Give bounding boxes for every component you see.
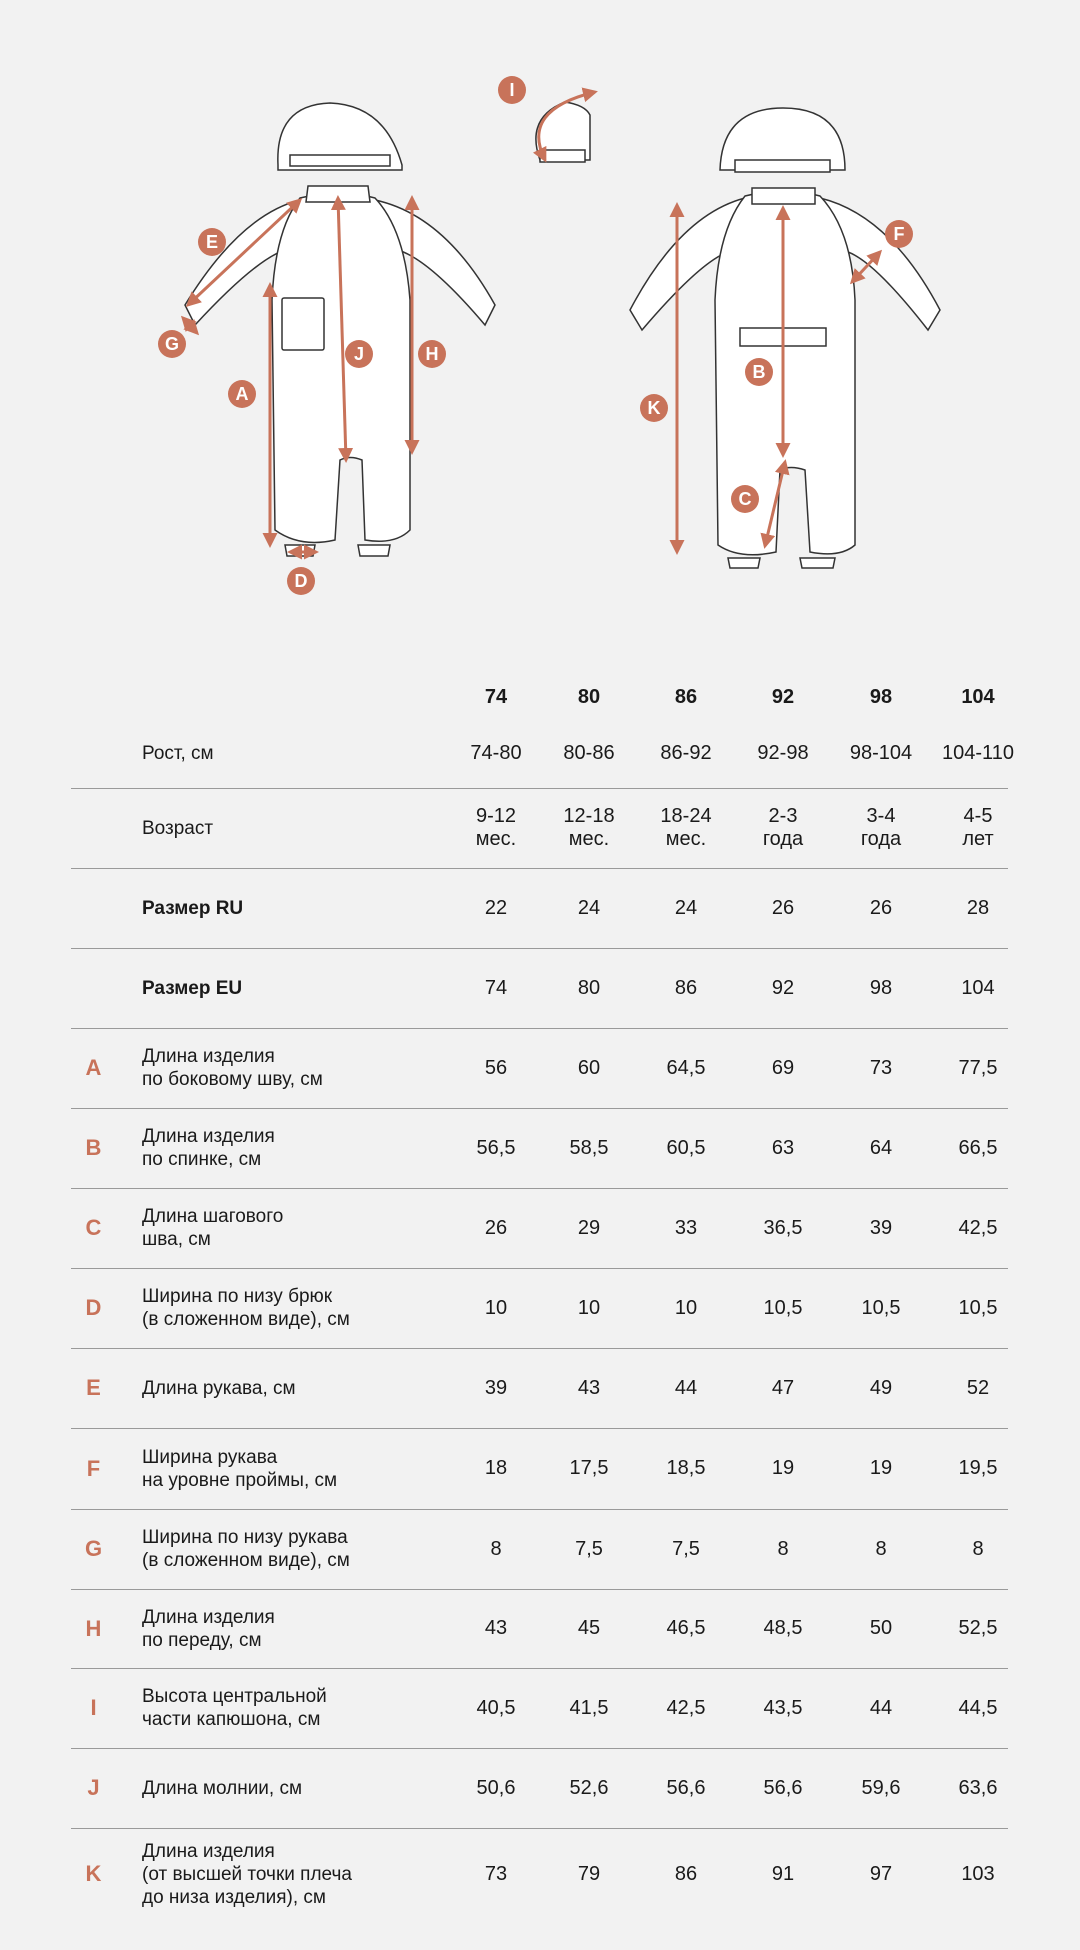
diagram-marker-D: D [287, 567, 315, 595]
table-cell: 52 [966, 1376, 990, 1399]
row-label: Длина изделия по боковому шву, см [142, 1046, 323, 1090]
size-column-header: 92 [771, 685, 795, 708]
table-cell: 80-86 [563, 741, 615, 764]
table-cell: 74 [484, 976, 508, 999]
table-cell: 18,5 [666, 1457, 706, 1479]
table-cell: 91 [771, 1862, 795, 1885]
table-cell: 46,5 [666, 1617, 706, 1639]
front-view-suit [185, 103, 495, 556]
table-cell: 73 [484, 1862, 508, 1885]
table-cell: 17,5 [569, 1457, 609, 1479]
table-cell: 10,5 [861, 1296, 901, 1319]
measurement-letter: A [85, 1055, 102, 1080]
diagram-marker-A: A [228, 380, 256, 408]
table-cell: 8 [972, 1537, 984, 1560]
table-cell: 60 [577, 1056, 601, 1079]
table-cell: 26 [869, 896, 893, 919]
table-row [71, 1028, 1008, 1109]
table-row [71, 788, 1008, 869]
table-cell: 50,6 [476, 1776, 516, 1799]
row-label: Размер EU [142, 977, 243, 999]
table-cell: 24 [674, 896, 698, 919]
row-label: Ширина по низу брюк (в сложенном виде), см [142, 1286, 350, 1330]
table-cell: 8 [490, 1537, 502, 1560]
diagram-marker-E: E [198, 228, 226, 256]
table-cell: 45 [577, 1617, 601, 1639]
table-cell: 103 [961, 1862, 995, 1885]
table-cell: 86-92 [660, 741, 712, 764]
measurement-letter [71, 718, 116, 788]
table-cell: 7,5 [575, 1537, 603, 1560]
table-row [71, 1668, 1008, 1749]
table-cell: 26 [771, 896, 795, 919]
table-cell: 64 [869, 1136, 893, 1159]
table-cell: 47 [771, 1376, 795, 1399]
table-cell: 52,5 [958, 1617, 998, 1639]
measurement-letter: C [85, 1215, 102, 1240]
diagram-marker-K: K [640, 394, 668, 422]
row-label: Длина изделия по спинке, см [142, 1126, 275, 1170]
row-label: Размер RU [142, 897, 244, 919]
table-cell: 59,6 [861, 1776, 901, 1799]
measurement-letter: D [85, 1295, 102, 1320]
table-row [71, 868, 1008, 949]
table-cell: 60,5 [666, 1136, 706, 1159]
diagram-marker-F: F [885, 220, 913, 248]
table-cell: 104-110 [942, 741, 1014, 764]
table-cell: 98 [869, 976, 893, 999]
row-label: Длина изделия (от высшей точки плеча до низа изделия), см [142, 1840, 352, 1908]
size-diagram [0, 0, 1080, 640]
table-row [71, 1828, 1008, 1920]
table-cell: 56,5 [476, 1136, 516, 1159]
table-cell: 29 [577, 1216, 601, 1239]
table-cell: 56,6 [763, 1776, 803, 1799]
table-cell: 10,5 [763, 1296, 803, 1319]
table-cell: 43 [484, 1617, 508, 1639]
table-cell: 79 [577, 1862, 601, 1885]
table-cell: 73 [869, 1056, 893, 1079]
table-row [71, 1188, 1008, 1269]
table-cell: 44,5 [958, 1696, 998, 1719]
table-cell: 41,5 [569, 1696, 609, 1719]
table-cell: 10,5 [958, 1296, 998, 1319]
table-cell: 66,5 [958, 1136, 998, 1159]
measurement-letter: I [90, 1695, 97, 1720]
table-row [71, 1509, 1008, 1590]
table-row [71, 1348, 1008, 1429]
table-cell: 12-18 мес. [563, 805, 615, 850]
table-cell: 40,5 [476, 1696, 516, 1719]
table-cell: 64,5 [666, 1056, 706, 1079]
table-cell: 69 [771, 1056, 795, 1079]
table-cell: 42,5 [666, 1696, 706, 1719]
table-cell: 36,5 [763, 1216, 803, 1239]
table-cell: 10 [484, 1296, 508, 1319]
table-cell: 44 [869, 1696, 893, 1719]
table-cell: 58,5 [569, 1136, 609, 1159]
table-cell: 92-98 [757, 741, 809, 764]
table-cell: 56,6 [666, 1776, 706, 1799]
row-label: Рост, см [142, 742, 214, 764]
table-cell: 56 [484, 1056, 508, 1079]
table-cell: 19,5 [958, 1457, 998, 1479]
diagram-marker-B: B [745, 358, 773, 386]
row-label: Ширина рукава на уровне проймы, см [142, 1446, 338, 1491]
table-cell: 33 [674, 1216, 698, 1239]
table-cell: 2-3 года [762, 805, 804, 850]
table-cell: 18-24 мес. [660, 805, 712, 850]
table-row [71, 1428, 1008, 1510]
table-cell: 104 [961, 976, 995, 999]
table-cell: 10 [577, 1296, 601, 1319]
diagram-marker-G: G [158, 330, 186, 358]
table-cell: 19 [771, 1457, 795, 1479]
table-cell: 28 [966, 896, 990, 919]
measurement-letter: E [86, 1375, 101, 1400]
table-cell: 43,5 [763, 1696, 803, 1719]
table-cell: 98-104 [849, 741, 913, 764]
row-label: Длина молнии, см [142, 1777, 303, 1799]
table-row [71, 1268, 1008, 1349]
table-cell: 44 [674, 1376, 698, 1399]
diagram-marker-I: I [498, 76, 526, 104]
measurement-letter: K [85, 1861, 102, 1886]
table-cell: 18 [484, 1457, 508, 1479]
table-cell: 86 [674, 1862, 698, 1885]
measurement-letter [71, 948, 116, 1028]
row-label: Длина изделия по переду, см [142, 1606, 275, 1651]
table-cell: 49 [869, 1376, 893, 1399]
hood-view [536, 102, 590, 162]
table-cell: 52,6 [569, 1776, 609, 1799]
table-cell: 26 [484, 1216, 508, 1239]
table-cell: 24 [577, 896, 601, 919]
measurement-letter [71, 788, 116, 868]
table-cell: 74-80 [470, 741, 522, 764]
table-row [71, 1748, 1008, 1829]
table-row [71, 1108, 1008, 1189]
measurement-letter: F [86, 1455, 101, 1481]
diagram-marker-C: C [731, 485, 759, 513]
table-row [71, 948, 1008, 1029]
table-cell: 92 [771, 976, 795, 999]
table-cell: 19 [869, 1457, 893, 1479]
measurement-letter [71, 868, 116, 948]
table-cell: 97 [869, 1862, 893, 1885]
table-cell: 39 [869, 1216, 893, 1239]
size-column-header: 98 [869, 685, 893, 708]
table-cell: 63,6 [958, 1776, 998, 1799]
row-label: Ширина по низу рукава (в сложенном виде), см [142, 1527, 350, 1571]
table-cell: 86 [674, 976, 698, 999]
table-cell: 80 [577, 976, 601, 999]
measurement-letter: B [85, 1135, 102, 1160]
table-row [71, 1589, 1008, 1669]
table-cell: 4-5 лет [962, 805, 994, 850]
row-label: Длина рукава, см [142, 1377, 296, 1399]
table-cell: 9-12 мес. [475, 805, 517, 850]
table-cell: 42,5 [958, 1216, 998, 1239]
size-column-header: 80 [577, 685, 601, 708]
size-column-header: 86 [674, 685, 698, 708]
row-label: Высота центральной части капюшона, см [142, 1686, 327, 1730]
table-cell: 77,5 [958, 1056, 998, 1079]
table-cell: 8 [777, 1537, 789, 1560]
measurement-letter: J [87, 1775, 100, 1800]
diagram-marker-J: J [345, 340, 373, 368]
size-column-header: 104 [961, 685, 995, 708]
table-cell: 43 [577, 1376, 601, 1399]
table-cell: 63 [771, 1136, 795, 1159]
table-cell: 7,5 [672, 1537, 700, 1560]
diagram-marker-H: H [418, 340, 446, 368]
row-label: Длина шагового шва, см [142, 1206, 284, 1250]
table-cell: 3-4 года [860, 805, 902, 850]
table-cell: 48,5 [763, 1617, 803, 1639]
table-row [71, 718, 1014, 789]
measurement-letter: H [85, 1615, 102, 1641]
table-cell: 8 [875, 1537, 887, 1560]
table-cell: 39 [484, 1376, 508, 1399]
size-column-header: 74 [484, 685, 508, 708]
table-cell: 22 [484, 896, 508, 919]
table-cell: 10 [674, 1296, 698, 1319]
row-label: Возраст [142, 817, 214, 839]
table-header-row [71, 680, 1008, 714]
table-cell: 50 [869, 1617, 893, 1639]
measurement-letter: G [84, 1536, 103, 1561]
